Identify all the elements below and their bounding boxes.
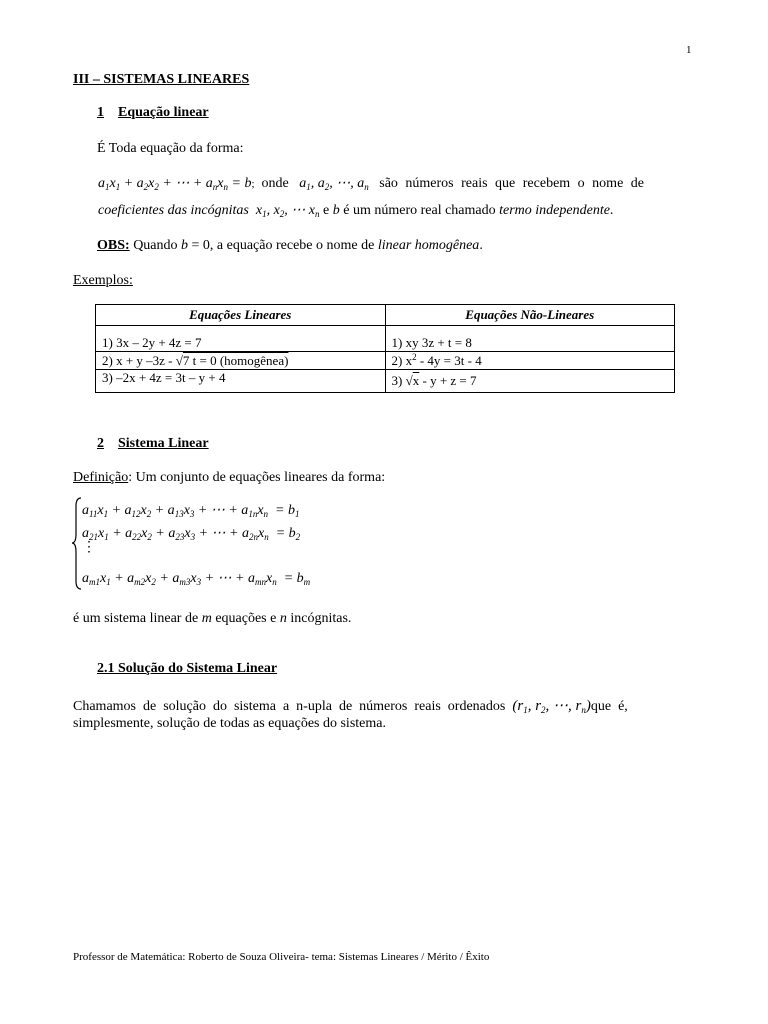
obs-homogenea: linear homogênea bbox=[377, 238, 480, 253]
table-row bbox=[96, 326, 675, 352]
eq1-end: . bbox=[609, 203, 614, 218]
system-desc-1: é um sistema linear de bbox=[73, 611, 199, 626]
nonlinear-2-b: - 4y = 3t - 4 bbox=[416, 352, 482, 368]
definition-text: : Um conjunto de equações lineares da forma: bbox=[128, 470, 386, 485]
system-eq-2: $a_{21}x_1 + a_{22}x_2 + a_{23}x_3$ + ⋯ + $a_{2n}x_n = b_2$ bbox=[82, 526, 301, 542]
general-linear-equation: $a_1x_1 + a_2x_2$ + ⋯ + $a_nx_n = b$ bbox=[98, 176, 252, 192]
obs-note bbox=[97, 238, 483, 254]
section-2-heading bbox=[97, 436, 209, 452]
section-2-1-title: Solução do Sistema Linear bbox=[118, 661, 278, 676]
section-1-intro: É Toda equação da forma: bbox=[97, 141, 244, 156]
nonlinear-3: 3) √x - y + z = 7 bbox=[385, 370, 675, 393]
linear-system bbox=[70, 496, 370, 591]
obs-b: b bbox=[181, 238, 189, 253]
nonlinear-3-x: x bbox=[412, 373, 420, 388]
coefficients-list: $a_1$, $a_2$, ⋯, $a_n$ bbox=[299, 176, 369, 192]
eq1-text1: são números reais que recebem o nome de bbox=[379, 176, 644, 191]
system-description bbox=[73, 611, 351, 627]
examples-label: Exemplos: bbox=[73, 273, 133, 288]
linear-3: 3) –2x + 4z = 3t – y + 4 bbox=[96, 370, 386, 393]
nonlinear-2 bbox=[385, 352, 675, 370]
definition-label: Definição bbox=[73, 470, 129, 485]
obs-label: OBS: bbox=[97, 238, 130, 253]
system-vdots: ⋮ bbox=[82, 540, 96, 555]
nonlinear-2-exp: 2 bbox=[412, 351, 417, 362]
linear-2-a: 2) x + y –3z - bbox=[102, 352, 176, 368]
nonlinear-3-a: 3) bbox=[391, 373, 406, 388]
page-number: 1 bbox=[686, 44, 692, 56]
solution-tuple: ($r_1$, $r_2$, ⋯, $r_n$) bbox=[512, 698, 591, 715]
unknowns-list: $x_1$, $x_2$, ⋯ $x_n$ bbox=[255, 203, 320, 219]
linear-2: 2) x + y –3z - √7 t = 0 (homogênea) bbox=[96, 352, 386, 370]
system-eq-1: $a_{11}x_1 + a_{12}x_2 + a_{13}x_3$ + ⋯ + $a_{1n}x_n = b_1$ bbox=[82, 503, 300, 519]
obs-text1: Quando bbox=[133, 238, 178, 253]
page-title: III – SISTEMAS LINEARES bbox=[73, 72, 250, 87]
section-2-1-number: 2.1 bbox=[97, 661, 115, 676]
system-eq-m: $a_{m1}x_1 + a_{m2}x_2 + a_{m3}x_3$ + ⋯ + $a_{mn}x_n = b_m$ bbox=[82, 571, 311, 587]
section-2-1-heading bbox=[97, 661, 277, 677]
coefficients-line bbox=[98, 202, 613, 219]
definition-line bbox=[73, 470, 385, 486]
termo-independente: termo independente bbox=[499, 203, 610, 218]
page-footer: Professor de Matemática: Roberto de Souza Oliveira- tema: Sistemas Lineares / Mérito / Êxito bbox=[73, 951, 490, 963]
section-1-number: 1 bbox=[97, 105, 104, 120]
table-row bbox=[96, 370, 675, 393]
obs-text2: = 0, a equação recebe o nome de bbox=[191, 238, 375, 253]
nonlinear-1: 1) xy 3z + t = 8 bbox=[385, 326, 675, 352]
system-desc-m: m bbox=[201, 611, 212, 626]
nonlinear-2-a: 2) x bbox=[391, 352, 413, 368]
solution-line-2: simplesmente, solução de todas as equações do sistema. bbox=[73, 716, 386, 731]
system-desc-3: incógnitas. bbox=[290, 611, 352, 626]
examples-table bbox=[95, 304, 675, 393]
system-desc-n: n bbox=[279, 611, 287, 626]
linear-equation-line: $a_1x_1 + a_2x_2$ + ⋯ + $a_nx_n = b$; onde $a_1$, $a_2$, ⋯, $a_n$ são números reais que recebem o nome de bbox=[98, 176, 644, 192]
b-var: b bbox=[332, 203, 340, 218]
section-1-heading bbox=[97, 105, 209, 121]
onde-text: onde bbox=[261, 176, 289, 191]
solution-line-1 bbox=[73, 696, 695, 715]
linear-2-b: 7 t = 0 (homogênea) bbox=[182, 352, 289, 368]
obs-end: . bbox=[479, 238, 483, 253]
e-text: e bbox=[323, 203, 330, 218]
table-header-row bbox=[96, 305, 675, 326]
section-2-number: 2 bbox=[97, 436, 104, 451]
header-nonlinear: Equações Não-Lineares bbox=[385, 305, 675, 326]
header-linear: Equações Lineares bbox=[96, 305, 386, 326]
solution-tail: que é, bbox=[590, 699, 628, 714]
section-2-title: Sistema Linear bbox=[118, 436, 209, 451]
section-1-title: Equação linear bbox=[118, 105, 209, 120]
eq1-text2: é um número real chamado bbox=[343, 203, 496, 218]
solution-text-1: Chamamos de solução do sistema a n-upla de números reais ordenados bbox=[73, 699, 506, 714]
linear-1: 1) 3x – 2y + 4z = 7 bbox=[96, 326, 386, 352]
table-row bbox=[96, 352, 675, 370]
system-desc-2: equações e bbox=[215, 611, 277, 626]
coef-label: coeficientes das incógnitas bbox=[98, 203, 249, 218]
nonlinear-3-b: - y + z = 7 bbox=[419, 373, 477, 388]
